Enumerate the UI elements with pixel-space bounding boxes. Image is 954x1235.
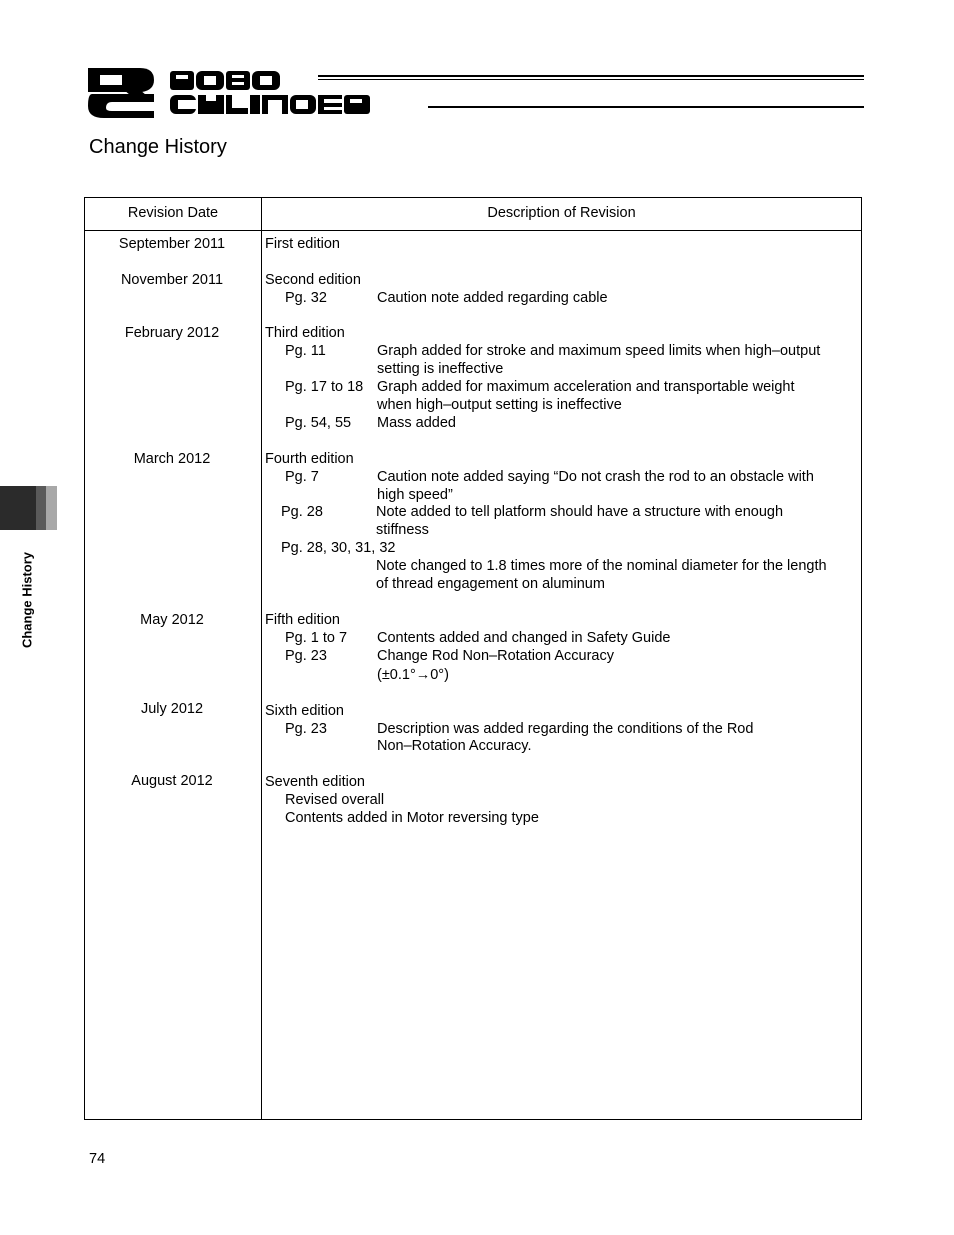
revision-note: Change Rod Non–Rotation Accuracy	[377, 648, 614, 664]
revision-note: high speed”	[377, 487, 453, 503]
revision-note: of thread engagement on aluminum	[376, 576, 605, 592]
page-reference: Pg. 17 to 18	[285, 379, 364, 395]
robo-cylinder-logo	[88, 66, 428, 118]
page-reference: Pg. 32	[285, 290, 327, 306]
edition-label: Sixth edition	[265, 703, 344, 719]
page-reference: Pg. 23	[285, 721, 327, 737]
page-reference: Pg. 28, 30, 31, 32	[281, 540, 396, 556]
side-section-label: Change History	[19, 551, 35, 649]
revision-note: Note added to tell platform should have a structure with enough	[376, 504, 784, 520]
revision-note: when high–output setting is ineffective	[377, 397, 622, 413]
revision-note: Graph added for maximum acceleration and transportable weight	[377, 379, 795, 395]
section-tab-marker-light	[46, 486, 57, 530]
page-title: Change History	[89, 136, 227, 158]
page-reference: Pg. 54, 55	[285, 415, 352, 431]
revision-date: September 2011	[118, 236, 226, 252]
edition-label: Fifth edition	[265, 612, 340, 628]
revision-note: Caution note added saying “Do not crash the rod to an obstacle with	[377, 469, 814, 485]
revision-date: July 2012	[140, 701, 204, 717]
revision-note: Non–Rotation Accuracy.	[377, 738, 532, 754]
edition-label: Seventh edition	[265, 774, 365, 790]
column-divider	[261, 198, 262, 1119]
revision-note: Description was added regarding the conditions of the Rod	[377, 721, 754, 737]
revision-date: August 2012	[131, 773, 213, 789]
edition-label: Third edition	[265, 325, 345, 341]
revision-note: Note changed to 1.8 times more of the nominal diameter for the length	[376, 558, 827, 574]
page-reference: Pg. 7	[285, 469, 319, 485]
page-reference: Pg. 28	[281, 504, 323, 520]
edition-label: Second edition	[265, 272, 361, 288]
revision-note: Caution note added regarding cable	[377, 290, 608, 306]
header-rule	[318, 75, 864, 77]
revision-note: Revised overall	[285, 792, 385, 808]
revision-note: stiffness	[376, 522, 429, 538]
header-rule-lower	[428, 106, 864, 108]
revision-note: (±0.1°→0°)	[377, 667, 449, 683]
revision-note: Contents added and changed in Safety Guide	[377, 630, 671, 646]
column-header-revision-date: Revision Date	[127, 205, 219, 221]
revision-date: February 2012	[124, 325, 220, 341]
page-reference: Pg. 11	[285, 343, 326, 359]
edition-label: Fourth edition	[265, 451, 354, 467]
revision-date: May 2012	[140, 612, 204, 628]
header-divider	[85, 230, 861, 231]
section-tab-marker-mid	[36, 486, 46, 530]
revision-note: setting is ineffective	[377, 361, 504, 377]
edition-label: First edition	[265, 236, 340, 252]
page-number: 74	[89, 1151, 106, 1167]
column-header-description: Description of Revision	[487, 205, 636, 221]
section-tab-marker	[0, 486, 36, 530]
revision-note: Mass added	[377, 415, 456, 431]
revision-note: Contents added in Motor reversing type	[285, 810, 539, 826]
revision-note: Graph added for stroke and maximum speed limits when high–output	[377, 343, 821, 359]
page-reference: Pg. 1 to 7	[285, 630, 348, 646]
page-reference: Pg. 23	[285, 648, 327, 664]
revision-date: November 2011	[120, 272, 224, 288]
revision-date: March 2012	[133, 451, 211, 467]
header-rule-thin	[318, 79, 864, 80]
